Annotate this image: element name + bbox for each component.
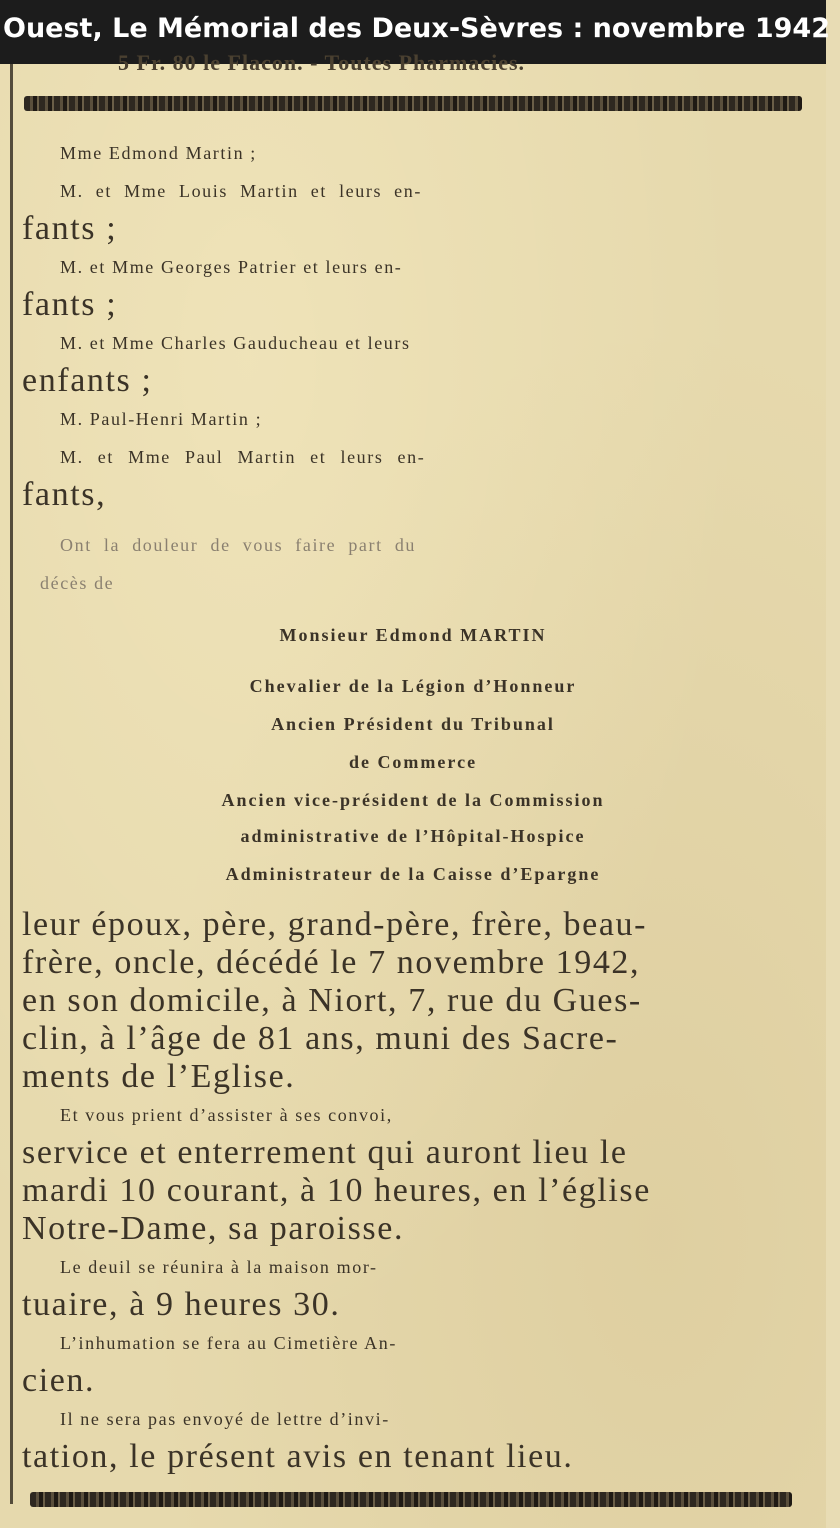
family-line: enfants ; xyxy=(22,362,153,399)
family-line: fants, xyxy=(22,476,107,513)
body-line: service et enterrement qui auront lieu le xyxy=(22,1134,628,1171)
body-line: mardi 10 courant, à 10 heures, en l’église xyxy=(22,1172,651,1209)
cut-off-ad-line: 5 Fr. 80 le Flacon. - Toutes Pharmacies. xyxy=(118,50,526,75)
family-line: fants ; xyxy=(22,210,118,247)
family-line: M. Paul-Henri Martin ; xyxy=(60,409,263,429)
top-ornament-rule xyxy=(24,96,802,111)
family-line: M. et Mme Charles Gauducheau et leurs xyxy=(60,333,411,353)
deceased-title-line: administrative de l’Hôpital-Hospice xyxy=(240,826,586,846)
body-line: Notre-Dame, sa paroisse. xyxy=(22,1210,405,1247)
body-line: ments de l’Eglise. xyxy=(22,1058,296,1095)
body-line: frère, oncle, décédé le 7 novembre 1942, xyxy=(22,944,641,981)
body-line: en son domicile, à Niort, 7, rue du Gues- xyxy=(22,982,642,1019)
deceased-title-line: Ancien Président du Tribunal xyxy=(271,714,555,734)
body-line: Le deuil se réunira à la maison mor- xyxy=(60,1257,378,1277)
family-line: M. et Mme Louis Martin et leurs en- xyxy=(60,181,422,201)
body-line: Il ne sera pas envoyé de lettre d’invi- xyxy=(60,1409,390,1429)
body-line: clin, à l’âge de 81 ans, muni des Sacre- xyxy=(22,1020,619,1057)
body-line: tuaire, à 9 heures 30. xyxy=(22,1286,341,1323)
family-line: fants ; xyxy=(22,286,118,323)
newspaper-clipping xyxy=(0,50,826,1528)
family-line: M. et Mme Georges Patrier et leurs en- xyxy=(60,257,403,277)
body-line: leur époux, père, grand-père, frère, beau- xyxy=(22,906,648,943)
deceased-name: Monsieur Edmond MARTIN xyxy=(279,625,547,645)
deceased-title-line: de Commerce xyxy=(348,752,478,772)
deceased-title-line: Administrateur de la Caisse d’Epargne xyxy=(225,864,601,884)
body-line: cien. xyxy=(22,1362,96,1399)
announcement-line: Ont la douleur de vous faire part du xyxy=(60,535,417,555)
family-line: M. et Mme Paul Martin et leurs en- xyxy=(60,447,426,467)
family-line: Mme Edmond Martin ; xyxy=(60,143,257,163)
announcement-line: décès de xyxy=(40,573,115,593)
deceased-title-line: Ancien vice-président de la Commission xyxy=(221,790,605,810)
body-line: Et vous prient d’assister à ses convoi, xyxy=(60,1105,393,1125)
caption-title: Ouest, Le Mémorial des Deux-Sèvres : novembre 1942 xyxy=(0,0,826,64)
body-line: L’inhumation se fera au Cimetière An- xyxy=(60,1333,397,1353)
deceased-title-line: Chevalier de la Légion d’Honneur xyxy=(249,676,577,696)
body-line: tation, le présent avis en tenant lieu. xyxy=(22,1438,574,1475)
bottom-ornament-rule xyxy=(30,1492,792,1507)
